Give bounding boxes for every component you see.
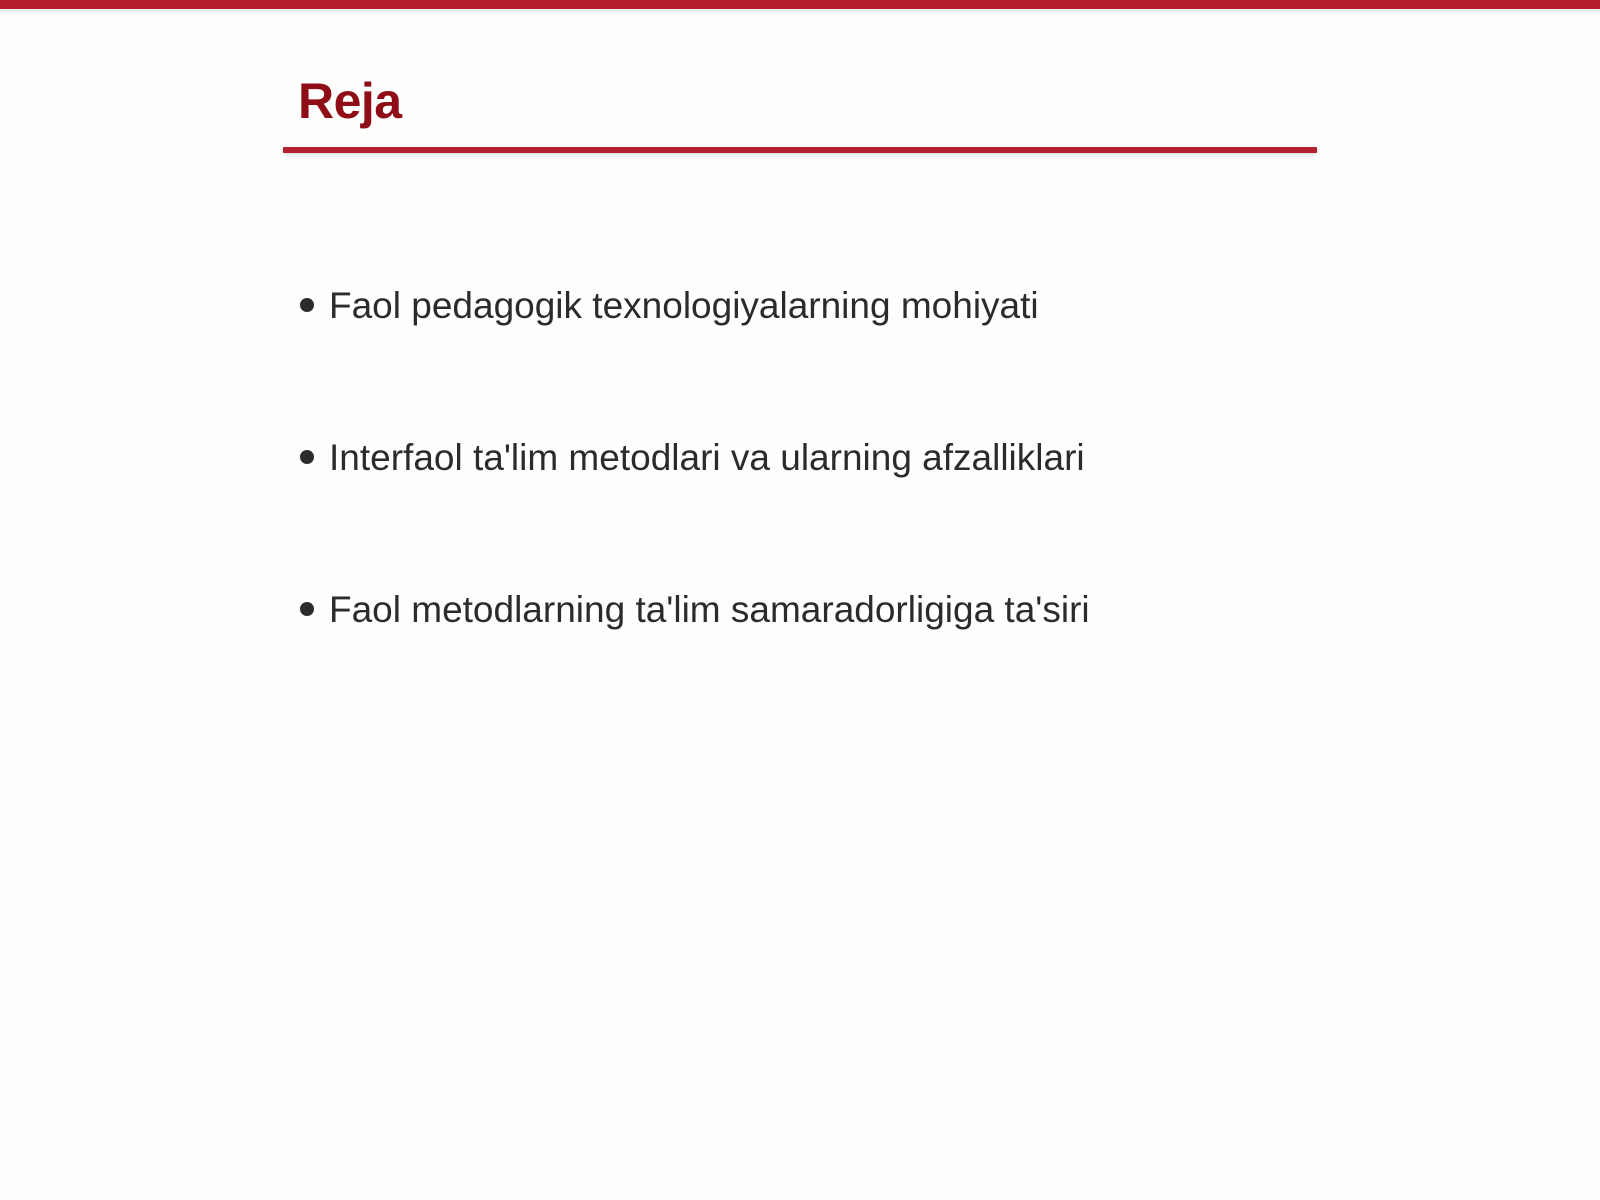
bullet-text: Faol pedagogik texnologiyalarning mohiyati: [329, 285, 1039, 326]
top-bar-shadow: [0, 9, 1600, 15]
bullet-text: Interfaol ta'lim metodlari va ularning afzalliklari: [329, 437, 1085, 478]
bullet-text: Faol metodlarning ta'lim samaradorligiga ta'siri: [329, 589, 1090, 630]
bullet-dot-icon: [300, 602, 314, 616]
bullet-dot-icon: [300, 298, 314, 312]
top-accent-bar: [0, 0, 1600, 9]
title-underline: [283, 147, 1317, 153]
bullet-dot-icon: [300, 450, 314, 464]
slide-title: Reja: [298, 73, 402, 129]
